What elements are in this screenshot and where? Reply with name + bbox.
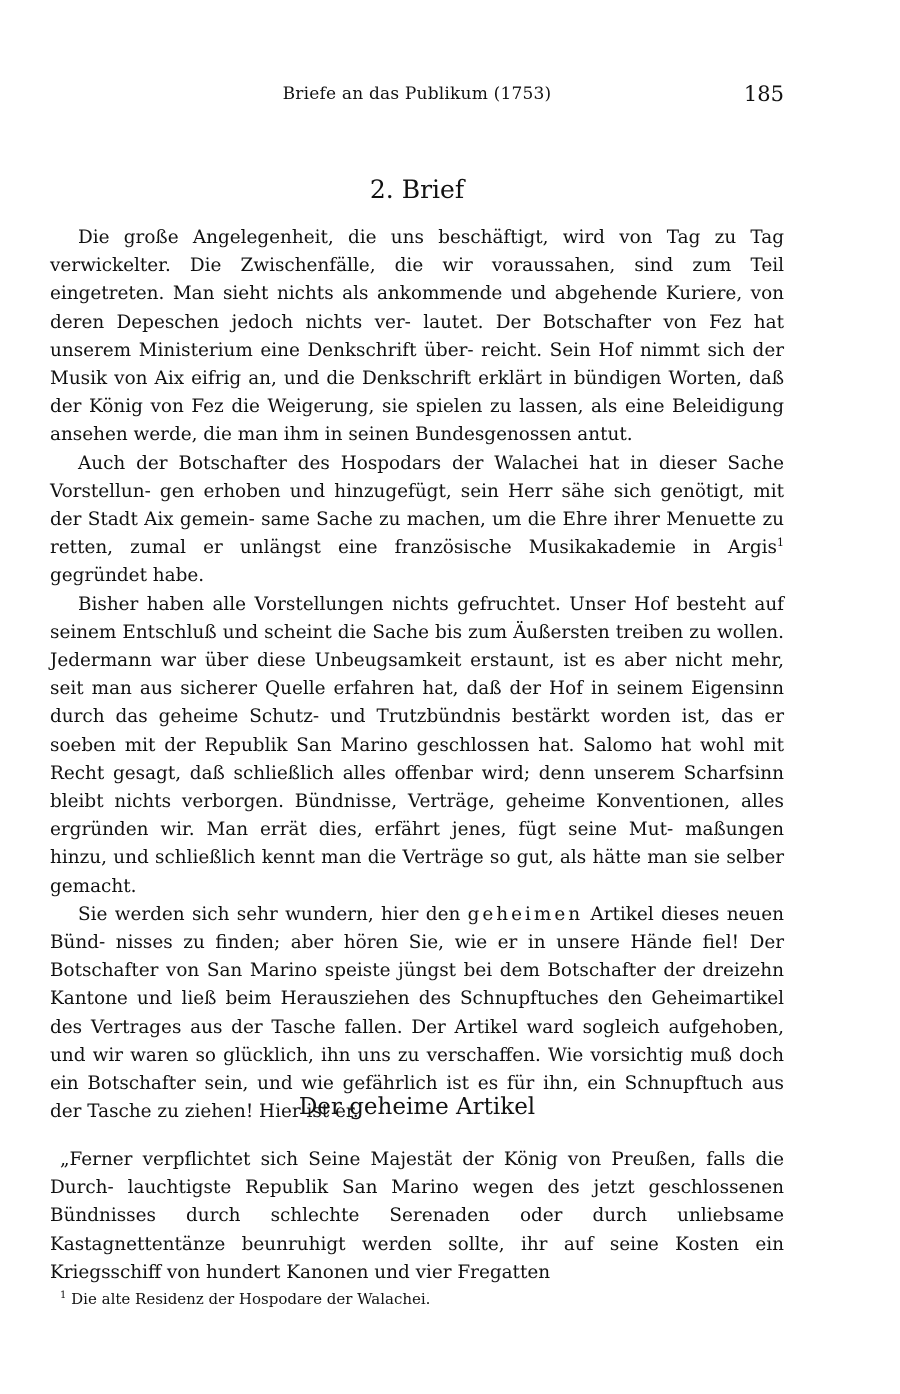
footnote-mark: 1 [60, 1290, 67, 1301]
book-page [50, 0, 784, 1394]
paragraph-2 [50, 450, 784, 591]
paragraph-1: Die große Angelegenheit, die uns beschäftigt, wird von Tag zu Tag verwickelter. Die Zwischenfälle, die wir voraussahen, sind zum Teil eingetreten. Man sieht nichts als ankommende und abgehende Kuriere, von deren Depeschen jedoch nichts ver- lautet. Der Botschafter von Fez hat unserem Ministerium eine Denkschrift über- reicht. Sein Hof nimmt sich der Musik von Aix eifrig an, und die Denkschrift erklärt in bündigen Worten, daß der König von Fez die Weigerung, sie spielen zu lassen, als eine Beleidigung ansehen werde, die man ihm in seinen Bundesgenossen antut. [50, 227, 784, 446]
footnote [60, 1290, 780, 1308]
running-head [50, 82, 784, 110]
paragraph-2-text: Auch der Botschafter des Hospodars der Walachei hat in dieser Sache Vorstellun- gen erhoben und hinzugefügt, sein Herr sähe sich genötigt, mit der Stadt Aix gemein- same Sache zu machen, um die Ehre ihrer Menuette zu retten, zumal er unlängst eine französische Musikakademie in Argis [50, 452, 784, 559]
running-title: Briefe an das Publikum (1753) [282, 84, 552, 104]
secret-article [50, 1146, 784, 1287]
paragraph-3: Bisher haben alle Vorstellungen nichts gefruchtet. Unser Hof besteht auf seinem Entschluß und scheint die Sache bis zum Äußersten treiben zu wollen. Jedermann war über diese Unbeugsamkeit erstaunt, ist es aber nicht mehr, seit man aus sicherer Quelle erfahren hat, daß der Hof in seinem Eigensinn durch das geheime Schutz- und Trutzbündnis bestärkt worden ist, das er soeben mit der Republik San Marino geschlossen hat. Salomo hat wohl mit Recht gesagt, daß schließlich alles offenbar wird; denn unserem Scharfsinn bleibt nichts verborgen. Bündnisse, Verträge, geheime Konventionen, alles ergründen wir. Man errät dies, erfährt jenes, fügt seine Mut- maßungen hinzu, und schließlich kennt man die Verträge so gut, als hätte man sie selber gemacht. [50, 593, 784, 897]
emphasized-word: geheimen [467, 903, 584, 925]
article-paragraph: „Ferner verpflichtet sich Seine Majestät der König von Preußen, falls die Durch- lauchtigste Republik San Marino wegen des jetzt geschlossenen Bündnisses durch schlechte Serenaden oder durch unliebsame Kastagnettentänze beunruhigt werden sollte, ihr auf seine Kosten ein Kriegsschiff von hundert Kanonen und vier Fregatten [50, 1149, 784, 1283]
paragraph-2-text-end: gegründet habe. [50, 565, 205, 587]
paragraph-4 [50, 901, 784, 1127]
footnote-reference: 1 [777, 536, 784, 550]
page-number: 185 [743, 82, 784, 106]
subheading: Der geheime Artikel [298, 1094, 536, 1120]
section-title: 2. Brief [369, 175, 465, 204]
paragraph-4-text: Sie werden sich sehr wundern, hier den [78, 903, 468, 925]
paragraph-4-text-end: Artikel dieses neuen Bünd- nisses zu finden; aber hören Sie, wie er in unsere Hände fiel! Der Botschafter von San Marino speiste jüngst bei dem Botschafter der dreizehn Kantone und ließ beim Herausziehen des Schnupftuches den Geheimartikel des Vertrages aus der Tasche fallen. Der Artikel ward sogleich aufgehoben, und wir waren so glücklich, ihn uns zu verschaffen. Wie vorsichtig muß doch ein Botschafter sein, und wie gefährlich ist es für ihn, ein Schnupftuch aus der Tasche zu ziehen! Hier ist er. [50, 903, 785, 1123]
footnote-text: Die alte Residenz der Hospodare der Walachei. [71, 1290, 431, 1308]
letter-body [50, 224, 784, 1127]
